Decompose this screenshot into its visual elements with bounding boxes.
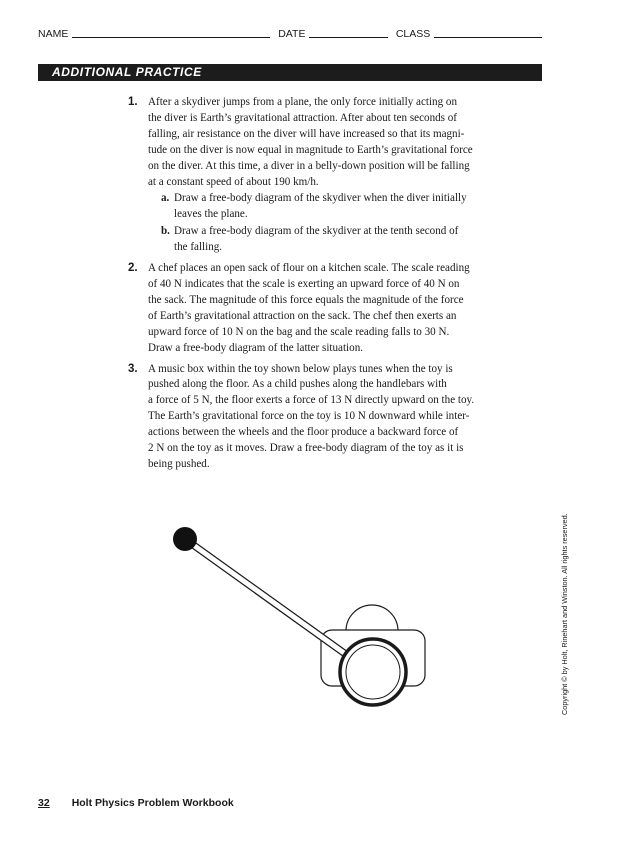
page-number: 32 — [38, 797, 50, 809]
section-banner — [38, 64, 542, 81]
problem-text: After a skydiver jumps from a plane, the only force initially acting on the diver is Earth’s gravitational attraction. After about ten seconds of falling, air resistance on the diver will have increased so that its magni- tude on the diver is now equal in magnitude to Earth’s gravitational force on the diver. At this time, a diver in a belly-down position will be falling at a constant speed of about 190 km/h. — [148, 96, 473, 188]
date-label: DATE — [278, 28, 306, 40]
date-field[interactable] — [309, 37, 387, 38]
part-label: b. — [161, 225, 170, 238]
problem-text: A music box within the toy shown below plays tunes when the toy is pushed along the floor. As a child pushes along the handlebars with a force of 5 N, the floor exerts a force of 13 N directly upward on the toy. The Earth’s gravitational force on the toy is 10 N downward while inter- actions between the wheels and the floor produce a backward force of 2 N on the toy as it moves. Draw a free-body diagram of the toy as it is being pushed. — [148, 362, 475, 470]
problem-text: A chef places an open sack of flour on a kitchen scale. The scale reading of 40 N indicates that the scale is exerting an upward force of 40 N on the sack. The magnitude of this force equals the magnitude of the force of Earth’s gravitational attraction on the sack. The chef then exerts an upward force of 10 N on the bag and the scale reading falls to 30 N. Draw a free-body diagram of the latter situation. — [148, 262, 470, 354]
problem-number: 2. — [128, 262, 138, 275]
book-title: Holt Physics Problem Workbook — [71, 797, 234, 809]
name-field[interactable] — [72, 37, 270, 38]
problem-list — [120, 95, 480, 478]
problem-2 — [120, 261, 480, 356]
problem-number: 1. — [128, 96, 138, 108]
push-toy-illustration — [160, 515, 440, 715]
part-label: a. — [161, 192, 170, 205]
toy-dome — [346, 605, 398, 631]
section-title: ADDITIONAL PRACTICE — [52, 65, 202, 79]
problem-1 — [120, 95, 480, 256]
toy-wheel — [340, 639, 406, 705]
problem-3 — [120, 362, 480, 473]
student-info-header — [38, 26, 542, 40]
part-text: Draw a free-body diagram of the skydiver at the tenth second of the falling. — [174, 225, 459, 254]
name-label: NAME — [38, 28, 69, 40]
part-text: Draw a free-body diagram of the skydiver when the diver initially leaves the plane. — [174, 192, 467, 221]
class-label: CLASS — [395, 28, 431, 40]
class-field[interactable] — [434, 37, 542, 38]
handle-knob — [173, 527, 197, 551]
problem-number: 3. — [128, 362, 138, 375]
problem-part-a — [148, 191, 480, 223]
page-footer — [38, 797, 234, 811]
problem-part-b — [148, 224, 480, 256]
copyright-notice: Copyright © by Holt, Rinehart and Winston. All rights reserved. — [560, 513, 569, 715]
